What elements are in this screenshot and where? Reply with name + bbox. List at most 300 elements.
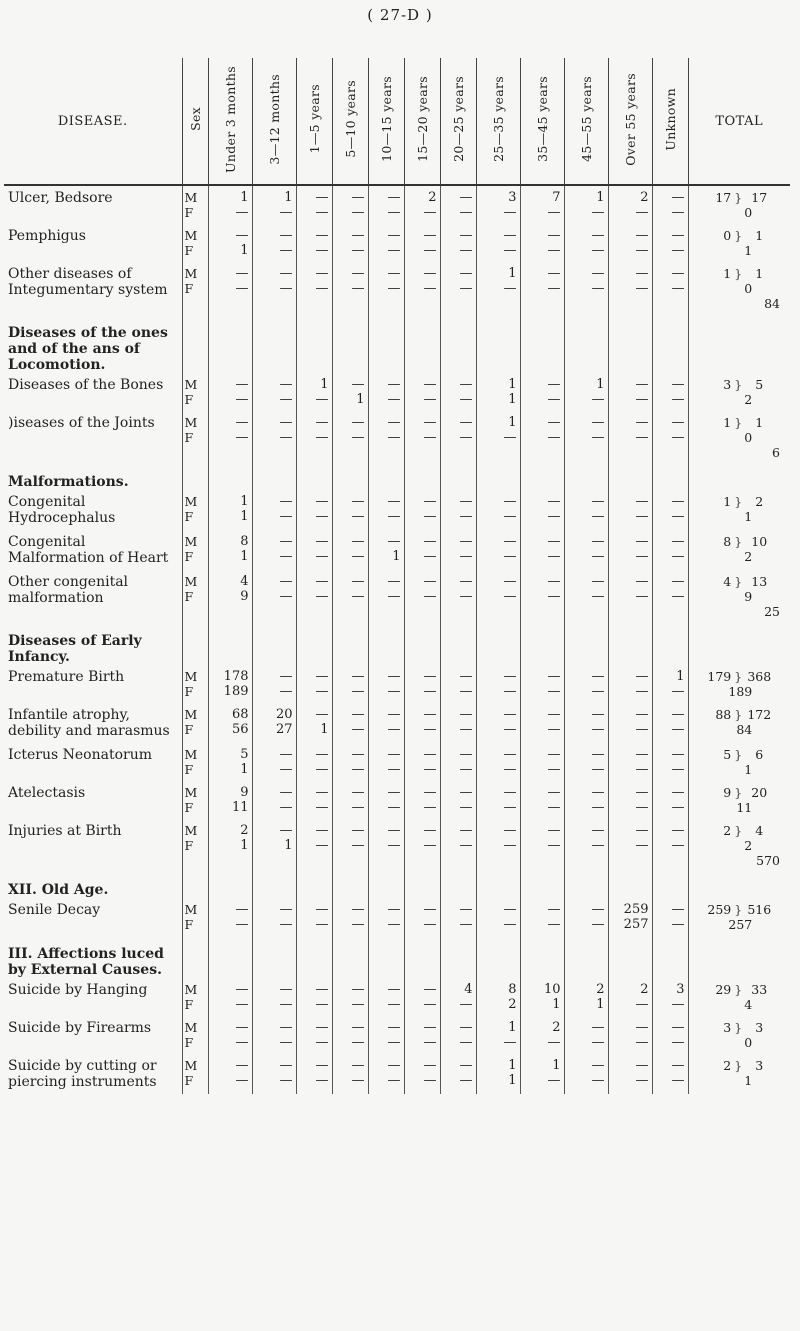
value-cell: — — <box>476 665 520 703</box>
value-cell: — — <box>564 665 608 703</box>
total-cell: 29 } 33 4 <box>688 978 790 1016</box>
value-cell: — — <box>564 1016 608 1054</box>
value-cell: 1 — <box>208 185 252 224</box>
value-cell: — — <box>564 819 608 872</box>
value-cell: — — <box>440 373 476 411</box>
value-cell: — — <box>608 490 652 530</box>
value-cell: — — <box>520 490 564 530</box>
value-cell: — — <box>608 570 652 623</box>
value-cell: — — <box>368 224 404 262</box>
total-cell: 17 } 17 0 <box>688 185 790 224</box>
value-cell: — — <box>476 570 520 623</box>
value-cell: — — <box>296 665 332 703</box>
section-heading: Malformations. <box>8 474 129 490</box>
value-cell: — — <box>652 819 688 872</box>
value-cell: — — <box>476 703 520 743</box>
value-cell: — — <box>440 1016 476 1054</box>
value-cell: — 1 <box>208 224 252 262</box>
grand-total: 10 <box>751 534 768 549</box>
table-row <box>4 1054 790 1094</box>
subtotal: 570 <box>756 853 780 868</box>
value-cell: — — <box>564 262 608 315</box>
age-header: Over 55 years <box>608 58 652 185</box>
value-cell: — — <box>208 373 252 411</box>
value-cell: — — <box>440 898 476 936</box>
value-cell: — — <box>332 978 368 1016</box>
value-cell: — — <box>208 262 252 315</box>
age-header: 25—35 years <box>476 58 520 185</box>
subtotal: 84 <box>764 296 780 311</box>
disease-name: Congenital Hydrocephalus <box>8 494 116 526</box>
disease-name: Icterus Neonatorum <box>8 747 152 763</box>
total-cell: 3 } 5 2 <box>688 373 790 411</box>
value-cell: — — <box>564 898 608 936</box>
total-cell: 4 } 13 9 25 <box>688 570 790 623</box>
grand-total: 17 <box>751 190 768 205</box>
table-row <box>4 703 790 743</box>
value-cell: 2 — <box>608 978 652 1016</box>
value-cell: — — <box>332 185 368 224</box>
value-cell: 2 — <box>520 1016 564 1054</box>
value-cell: 3 — <box>476 185 520 224</box>
value-cell: — — <box>252 743 296 781</box>
grand-total: 4 <box>755 823 764 838</box>
value-cell: 2 — <box>608 185 652 224</box>
value-cell: — — <box>404 898 440 936</box>
value-cell: — — <box>368 411 404 464</box>
section-heading: III. Affections luced by External Causes. <box>8 946 164 978</box>
value-cell: — — <box>440 411 476 464</box>
disease-name: )iseases of the Joints <box>8 415 155 431</box>
value-cell: — — <box>404 978 440 1016</box>
grand-total: 3 <box>755 1058 764 1073</box>
value-cell: — — <box>404 781 440 819</box>
value-cell: 1 — <box>564 373 608 411</box>
value-cell: — — <box>652 703 688 743</box>
disease-name: Congenital Malformation of Heart <box>8 534 169 566</box>
value-cell: — — <box>404 743 440 781</box>
value-cell: — — <box>608 743 652 781</box>
value-cell: 1 — <box>476 411 520 464</box>
value-cell: — — <box>368 570 404 623</box>
value-cell: 4 9 <box>208 570 252 623</box>
value-cell: 2 — <box>404 185 440 224</box>
table-row <box>4 262 790 315</box>
grand-total: 20 <box>751 785 768 800</box>
value-cell: — — <box>368 1054 404 1094</box>
sex-cell: M F <box>182 185 208 224</box>
value-cell: — — <box>520 743 564 781</box>
value-cell: 20 27 <box>252 703 296 743</box>
table-row <box>4 530 790 570</box>
total-cell: 1 } 1 0 6 <box>688 411 790 464</box>
value-cell: — — <box>368 665 404 703</box>
section-heading: Diseases of the ones and of the ans of Locomotion. <box>8 325 168 373</box>
age-header: 5—10 years <box>332 58 368 185</box>
sex-cell: M F <box>182 224 208 262</box>
value-cell: 178 189 <box>208 665 252 703</box>
value-cell: — — <box>368 373 404 411</box>
value-cell: — — <box>652 781 688 819</box>
value-cell: — — <box>404 490 440 530</box>
value-cell: — — <box>652 743 688 781</box>
grand-total: 13 <box>751 574 768 589</box>
value-cell: 3 — <box>652 978 688 1016</box>
value-cell: 259 257 <box>608 898 652 936</box>
sex-cell: M F <box>182 703 208 743</box>
table-row <box>4 978 790 1016</box>
value-cell: — — <box>476 743 520 781</box>
sex-cell: M F <box>182 781 208 819</box>
value-cell: — — <box>476 781 520 819</box>
grand-total: 3 <box>755 1020 764 1035</box>
table-row <box>4 373 790 411</box>
value-cell: — — <box>404 262 440 315</box>
value-cell: — — <box>252 490 296 530</box>
subtotal: 6 <box>772 445 780 460</box>
value-cell: — — <box>332 490 368 530</box>
page-title: ( 27-D ) <box>367 6 433 24</box>
value-cell: — — <box>368 743 404 781</box>
grand-total: 516 <box>747 902 772 917</box>
total-cell: 259 } 516 257 <box>688 898 790 936</box>
value-cell: — — <box>520 570 564 623</box>
table-row <box>4 411 790 464</box>
value-cell: 1 — <box>652 665 688 703</box>
value-cell: — — <box>608 703 652 743</box>
value-cell: — — <box>520 703 564 743</box>
value-cell: 1 1 <box>208 490 252 530</box>
table-row <box>4 743 790 781</box>
value-cell: — — <box>440 185 476 224</box>
section-heading: Diseases of Early Infancy. <box>8 633 142 665</box>
disease-name: Infantile atrophy, debility and marasmus <box>8 707 170 739</box>
total-header: TOTAL <box>688 58 790 185</box>
value-cell: — — <box>608 530 652 570</box>
total-cell: 3 } 3 0 <box>688 1016 790 1054</box>
value-cell: — — <box>520 898 564 936</box>
value-cell: — — <box>476 819 520 872</box>
table-row <box>4 819 790 872</box>
grand-total: 1 <box>755 415 764 430</box>
value-cell: 7 — <box>520 185 564 224</box>
value-cell: — — <box>296 490 332 530</box>
value-cell: — 1 <box>252 819 296 872</box>
age-header: 3—12 months <box>252 58 296 185</box>
total-cell: 0 } 1 1 <box>688 224 790 262</box>
value-cell: — — <box>440 570 476 623</box>
sex-cell: M F <box>182 898 208 936</box>
sex-cell: M F <box>182 262 208 315</box>
value-cell: — — <box>440 1054 476 1094</box>
sex-cell: M F <box>182 490 208 530</box>
total-cell: 88 } 172 84 <box>688 703 790 743</box>
table-row <box>4 781 790 819</box>
total-cell: 1 } 1 0 84 <box>688 262 790 315</box>
value-cell: — — <box>332 781 368 819</box>
value-cell: — — <box>368 185 404 224</box>
mortality-table <box>4 58 790 1094</box>
value-cell: — — <box>520 665 564 703</box>
value-cell: — — <box>368 781 404 819</box>
value-cell: — — <box>476 224 520 262</box>
sex-cell: M F <box>182 570 208 623</box>
value-cell: — — <box>520 819 564 872</box>
value-cell: — — <box>252 530 296 570</box>
value-cell: — — <box>208 411 252 464</box>
value-cell: — — <box>608 781 652 819</box>
total-cell: 9 } 20 11 <box>688 781 790 819</box>
value-cell: — — <box>652 373 688 411</box>
value-cell: — — <box>252 262 296 315</box>
value-cell: — — <box>252 224 296 262</box>
value-cell: — — <box>332 665 368 703</box>
value-cell: — — <box>296 898 332 936</box>
value-cell: — — <box>440 490 476 530</box>
value-cell: — — <box>296 978 332 1016</box>
value-cell: — — <box>652 1054 688 1094</box>
value-cell: — — <box>332 262 368 315</box>
value-cell: — — <box>404 373 440 411</box>
value-cell: — — <box>608 224 652 262</box>
disease-name: Suicide by Hanging <box>8 982 148 998</box>
value-cell: — — <box>404 1054 440 1094</box>
value-cell: — — <box>252 570 296 623</box>
value-cell: — — <box>208 898 252 936</box>
value-cell: — — <box>564 490 608 530</box>
value-cell: 1 — <box>296 373 332 411</box>
value-cell: — — <box>564 1054 608 1094</box>
value-cell: — 1 <box>296 703 332 743</box>
value-cell: — — <box>520 530 564 570</box>
value-cell: — — <box>252 781 296 819</box>
value-cell: — — <box>652 570 688 623</box>
grand-total: 6 <box>755 747 764 762</box>
value-cell: — — <box>440 703 476 743</box>
value-cell: — — <box>652 224 688 262</box>
sex-cell: M F <box>182 743 208 781</box>
value-cell: — — <box>564 224 608 262</box>
table-row <box>4 1016 790 1054</box>
age-header: 35—45 years <box>520 58 564 185</box>
value-cell: 1 1 <box>476 1054 520 1094</box>
value-cell: — — <box>332 530 368 570</box>
value-cell: — — <box>368 703 404 743</box>
value-cell: — — <box>652 898 688 936</box>
value-cell: 9 11 <box>208 781 252 819</box>
sex-cell: M F <box>182 665 208 703</box>
value-cell: — — <box>296 1054 332 1094</box>
table-row <box>4 224 790 262</box>
sex-cell: M F <box>182 373 208 411</box>
sex-header: Sex <box>182 58 208 185</box>
value-cell: — — <box>368 1016 404 1054</box>
disease-name: Pemphigus <box>8 228 86 244</box>
value-cell: — — <box>252 411 296 464</box>
disease-name: Premature Birth <box>8 669 125 685</box>
value-cell: — — <box>608 373 652 411</box>
disease-name: Injuries at Birth <box>8 823 122 839</box>
grand-total: 2 <box>755 494 764 509</box>
value-cell: 1 — <box>564 185 608 224</box>
value-cell: — — <box>296 224 332 262</box>
age-header: 20—25 years <box>440 58 476 185</box>
grand-total: 1 <box>755 228 764 243</box>
value-cell: — — <box>564 743 608 781</box>
age-header: 10—15 years <box>368 58 404 185</box>
subtotal: 25 <box>764 604 780 619</box>
disease-name: Atelectasis <box>8 785 86 801</box>
value-cell: 8 1 <box>208 530 252 570</box>
value-cell: 68 56 <box>208 703 252 743</box>
value-cell: — — <box>252 1054 296 1094</box>
value-cell: — — <box>332 411 368 464</box>
age-header: Unknown <box>652 58 688 185</box>
value-cell: — — <box>520 262 564 315</box>
value-cell: 1 — <box>520 1054 564 1094</box>
value-cell: — — <box>608 819 652 872</box>
grand-total: 368 <box>747 669 772 684</box>
value-cell: — — <box>332 224 368 262</box>
disease-name: Senile Decay <box>8 902 101 918</box>
total-cell: 5 } 6 1 <box>688 743 790 781</box>
value-cell: 10 1 <box>520 978 564 1016</box>
value-cell: 1 1 <box>476 373 520 411</box>
sex-cell: M F <box>182 1054 208 1094</box>
value-cell: — — <box>296 819 332 872</box>
value-cell: — — <box>404 570 440 623</box>
value-cell: 4 — <box>440 978 476 1016</box>
value-cell: 1 — <box>476 262 520 315</box>
value-cell: — 1 <box>368 530 404 570</box>
total-cell: 2 } 3 1 <box>688 1054 790 1094</box>
value-cell: — — <box>296 530 332 570</box>
value-cell: — — <box>608 665 652 703</box>
grand-total: 1 <box>755 266 764 281</box>
total-cell: 2 } 4 2 570 <box>688 819 790 872</box>
value-cell: 8 2 <box>476 978 520 1016</box>
value-cell: — — <box>608 1016 652 1054</box>
value-cell: — — <box>368 978 404 1016</box>
value-cell: — — <box>652 490 688 530</box>
table-row <box>4 898 790 936</box>
disease-name: Other diseases of Integumentary system <box>8 266 168 298</box>
disease-header: DISEASE. <box>4 58 182 185</box>
value-cell: 2 1 <box>208 819 252 872</box>
age-header: Under 3 months <box>208 58 252 185</box>
value-cell: — — <box>332 570 368 623</box>
value-cell: — — <box>252 1016 296 1054</box>
value-cell: — — <box>404 819 440 872</box>
sex-cell: M F <box>182 1016 208 1054</box>
total-cell: 8 } 10 2 <box>688 530 790 570</box>
value-cell: 1 — <box>252 185 296 224</box>
total-cell: 1 } 2 1 <box>688 490 790 530</box>
value-cell: — — <box>296 185 332 224</box>
value-cell: — — <box>652 262 688 315</box>
value-cell: — — <box>332 898 368 936</box>
value-cell: — — <box>652 411 688 464</box>
disease-name: Suicide by cutting or piercing instruments <box>8 1058 157 1090</box>
value-cell: — — <box>564 411 608 464</box>
value-cell: — — <box>208 1054 252 1094</box>
value-cell: 2 1 <box>564 978 608 1016</box>
sex-cell: M F <box>182 530 208 570</box>
value-cell: — — <box>252 665 296 703</box>
value-cell: 1 — <box>476 1016 520 1054</box>
value-cell: — — <box>652 530 688 570</box>
value-cell: — — <box>520 373 564 411</box>
value-cell: — — <box>332 1054 368 1094</box>
disease-name: Suicide by Firearms <box>8 1020 152 1036</box>
value-cell: — — <box>652 1016 688 1054</box>
value-cell: — — <box>208 1016 252 1054</box>
value-cell: — — <box>440 224 476 262</box>
value-cell: — — <box>208 978 252 1016</box>
value-cell: — — <box>520 781 564 819</box>
value-cell: — — <box>404 703 440 743</box>
value-cell: — — <box>564 530 608 570</box>
age-header: 45—55 years <box>564 58 608 185</box>
value-cell: — — <box>368 898 404 936</box>
grand-total: 5 <box>755 377 764 392</box>
value-cell: — — <box>404 665 440 703</box>
value-cell: — — <box>252 373 296 411</box>
value-cell: — — <box>476 530 520 570</box>
value-cell: — — <box>440 262 476 315</box>
value-cell: 5 1 <box>208 743 252 781</box>
value-cell: — — <box>368 262 404 315</box>
value-cell: — — <box>564 703 608 743</box>
value-cell: — — <box>404 411 440 464</box>
disease-name: Other congenital malformation <box>8 574 129 606</box>
value-cell: — — <box>332 819 368 872</box>
table-row <box>4 665 790 703</box>
value-cell: — — <box>296 743 332 781</box>
value-cell: — — <box>296 262 332 315</box>
value-cell: — — <box>564 781 608 819</box>
value-cell: — — <box>608 1054 652 1094</box>
section-heading: XII. Old Age. <box>8 882 109 898</box>
value-cell: — — <box>440 781 476 819</box>
table-row <box>4 490 790 530</box>
value-cell: — — <box>440 743 476 781</box>
value-cell: — — <box>296 781 332 819</box>
sex-cell: M F <box>182 819 208 872</box>
value-cell: — — <box>368 819 404 872</box>
value-cell: — — <box>404 224 440 262</box>
total-cell: 179 } 368 189 <box>688 665 790 703</box>
value-cell: — — <box>296 411 332 464</box>
grand-total: 33 <box>751 982 768 997</box>
sex-cell: M F <box>182 978 208 1016</box>
value-cell: — — <box>252 898 296 936</box>
value-cell: — — <box>332 743 368 781</box>
value-cell: — — <box>332 1016 368 1054</box>
value-cell: — — <box>476 490 520 530</box>
value-cell: — — <box>520 411 564 464</box>
value-cell: — — <box>368 490 404 530</box>
age-header: 15—20 years <box>404 58 440 185</box>
disease-name: Diseases of the Bones <box>8 377 164 393</box>
value-cell: — 1 <box>332 373 368 411</box>
value-cell: — — <box>252 978 296 1016</box>
value-cell: — — <box>608 411 652 464</box>
value-cell: — — <box>440 665 476 703</box>
value-cell: — — <box>296 1016 332 1054</box>
table-row <box>4 185 790 224</box>
value-cell: — — <box>440 819 476 872</box>
